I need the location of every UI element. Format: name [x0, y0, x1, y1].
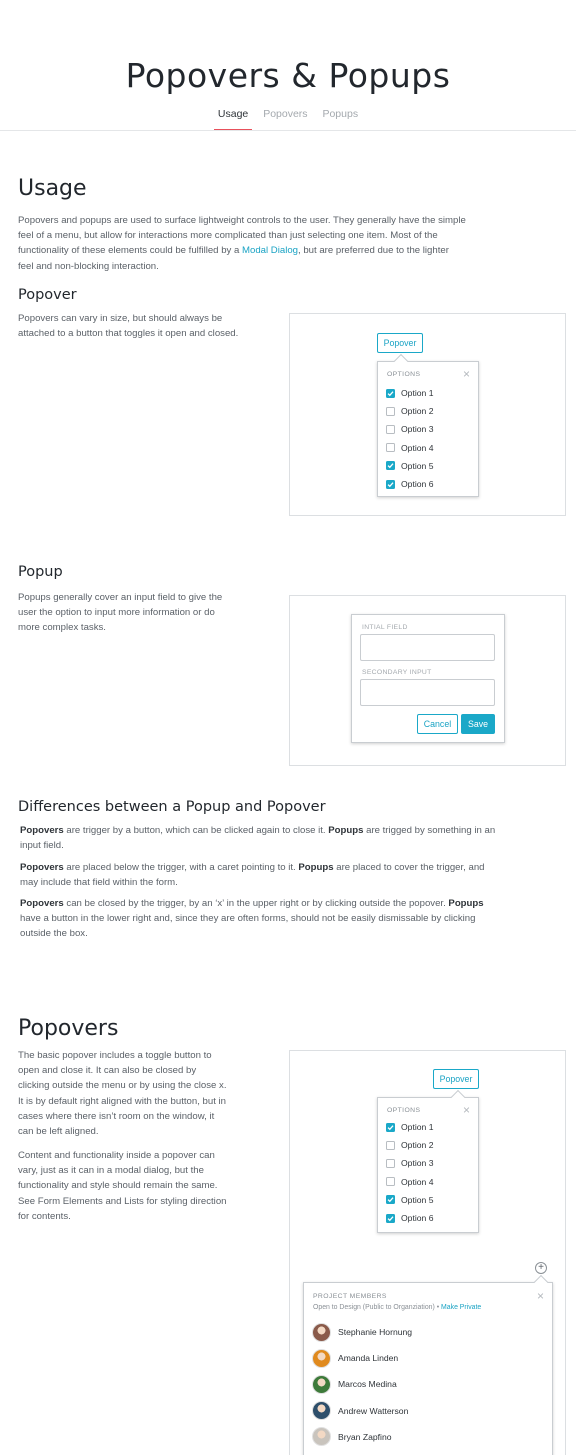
checkmark-icon: [387, 1215, 394, 1222]
option-label: Option 2: [401, 1140, 434, 1151]
modal-dialog-link[interactable]: Modal Dialog: [242, 245, 298, 257]
avatar: [312, 1323, 331, 1342]
option-row[interactable]: [386, 1211, 434, 1225]
option-row[interactable]: [386, 1138, 434, 1152]
member-row[interactable]: [312, 1322, 412, 1342]
popup-heading: Popup: [18, 564, 63, 580]
option-row[interactable]: [386, 422, 434, 436]
member-name: Andrew Watterson: [338, 1405, 409, 1416]
initial-field-input[interactable]: [360, 634, 495, 661]
checkmark-icon: [387, 390, 394, 397]
checkmark-icon: [387, 1196, 394, 1203]
project-members-popover: [303, 1282, 553, 1455]
options-popover: [377, 361, 479, 497]
tab-popups[interactable]: Popups: [322, 108, 359, 120]
options-header: OPTIONS: [387, 1107, 421, 1114]
tab-popovers[interactable]: Popovers: [263, 108, 308, 120]
checkbox-unchecked[interactable]: [386, 1177, 395, 1186]
usage-intro-text-1: Popovers and popups are used to surface lightweight controls to the user. They generally have the simple feel of a menu, but allow for interactions more complicated than just selecting one item. Most of the functionality of these elements could be fulfilled by a: [18, 215, 466, 257]
option-row[interactable]: [386, 1156, 434, 1170]
differences-heading: Differences between a Popup and Popover: [18, 799, 326, 815]
avatar: [312, 1375, 331, 1394]
bold-term: Popovers: [20, 898, 64, 909]
member-row[interactable]: [312, 1427, 392, 1447]
popover-caret: [394, 354, 408, 368]
add-member-button[interactable]: +: [535, 1262, 547, 1274]
options-popover: [377, 1097, 479, 1233]
close-icon[interactable]: ×: [536, 1289, 544, 1303]
options-header: OPTIONS: [387, 371, 421, 378]
close-icon[interactable]: ×: [462, 367, 470, 381]
option-label: Option 3: [401, 424, 434, 435]
option-label: Option 1: [401, 1122, 434, 1132]
checkmark-icon: [387, 1124, 394, 1131]
usage-heading: Usage: [18, 176, 87, 201]
avatar: [312, 1427, 331, 1446]
option-row[interactable]: [386, 477, 434, 491]
popover-demo-box: [289, 313, 566, 516]
option-row[interactable]: [386, 386, 434, 400]
popover-caret: [534, 1275, 548, 1289]
popover-caret: [451, 1090, 465, 1104]
differences-paragraph-1: [20, 823, 500, 853]
checkmark-icon: [387, 462, 394, 469]
bold-term: Popups: [448, 898, 484, 909]
bold-term: Popovers: [20, 825, 64, 836]
close-icon[interactable]: ×: [462, 1103, 470, 1117]
checkbox-unchecked[interactable]: [386, 407, 395, 416]
option-row[interactable]: [386, 1193, 434, 1207]
member-row[interactable]: [312, 1348, 398, 1368]
cancel-button[interactable]: Cancel: [417, 714, 458, 734]
option-label: Option 6: [401, 479, 434, 489]
tab-usage[interactable]: Usage: [218, 108, 248, 127]
initial-field-label: INTIAL FIELD: [362, 624, 408, 631]
popup-description: Popups generally cover an input field to give the user the option to input more information or do more complex tasks.: [18, 592, 223, 634]
tabs-divider: [0, 130, 576, 131]
avatar: [312, 1349, 331, 1368]
project-members-header: PROJECT MEMBERS: [313, 1293, 387, 1300]
popover-description: Popovers can vary in size, but should always be attached to a button that toggles it open and closed.: [18, 313, 239, 340]
diff-text: are placed below the trigger, with a caret pointing to it.: [63, 862, 299, 873]
bold-term: Popups: [328, 825, 364, 836]
popovers-demo-box: [289, 1050, 566, 1455]
member-name: Bryan Zapfino: [338, 1431, 392, 1442]
member-name: Amanda Linden: [338, 1353, 399, 1364]
tab-bar: [0, 108, 576, 132]
option-row[interactable]: [386, 1175, 434, 1189]
option-label: Option 4: [401, 1176, 434, 1187]
checkbox-unchecked[interactable]: [386, 1141, 395, 1150]
diff-text: can be closed by the trigger, by an ‘x’ in the upper right or by clicking outside the popover.: [63, 898, 449, 909]
option-row[interactable]: [386, 441, 434, 455]
diff-text: are trigger by a button, which can be clicked again to close it.: [63, 825, 329, 836]
secondary-input-label: SECONDARY INPUT: [362, 669, 432, 676]
secondary-input[interactable]: [360, 679, 495, 706]
member-name: Stephanie Hornung: [338, 1327, 413, 1337]
visibility-info: [313, 1304, 481, 1311]
checkmark-icon: [387, 481, 394, 488]
diff-text: are placed to cover the trigger, and may include that field within the form.: [20, 862, 485, 889]
save-button[interactable]: Save: [461, 714, 495, 734]
member-row[interactable]: [312, 1401, 408, 1421]
checkbox-unchecked[interactable]: [386, 425, 395, 434]
checkbox-checked[interactable]: [386, 480, 395, 489]
checkbox-checked[interactable]: [386, 389, 395, 398]
popover-toggle-button[interactable]: Popover: [433, 1069, 479, 1089]
checkbox-checked[interactable]: [386, 461, 395, 470]
option-label: Option 5: [401, 1194, 434, 1205]
popover-heading: Popover: [18, 287, 77, 303]
popup-form: [351, 614, 505, 743]
member-row[interactable]: [312, 1374, 397, 1394]
usage-intro: [18, 213, 466, 274]
option-label: Option 5: [401, 460, 434, 471]
differences-paragraph-3: [20, 896, 500, 942]
option-label: Option 3: [401, 1158, 434, 1169]
differences-paragraph-2: [20, 860, 500, 890]
popup-demo-box: [289, 595, 566, 766]
diff-text: have a button in the lower right and, since they are often forms, should not be easily dismissable by clicking outside the box.: [20, 913, 476, 940]
option-label: Option 4: [401, 442, 434, 453]
page-title: Popovers & Popups: [125, 56, 451, 95]
popover-toggle-button[interactable]: Popover: [377, 333, 423, 353]
option-row[interactable]: [386, 404, 434, 418]
popovers-paragraph-2: Content and functionality inside a popover can vary, just as it can in a modal dialog, but the functionality and style should remain the same. See Form Elements and Lists for styling direction for contents.: [18, 1150, 227, 1222]
option-label: Option 6: [401, 1213, 434, 1223]
option-row[interactable]: [386, 459, 434, 473]
popovers-heading: Popovers: [18, 1016, 119, 1041]
checkbox-checked[interactable]: [386, 1214, 395, 1223]
member-name: Marcos Medina: [338, 1379, 397, 1390]
avatar: [312, 1401, 331, 1420]
make-private-link[interactable]: Make Private: [441, 1304, 482, 1311]
checkbox-unchecked[interactable]: [386, 1159, 395, 1168]
option-label: Option 1: [401, 388, 434, 398]
option-row[interactable]: [386, 1120, 434, 1134]
checkbox-checked[interactable]: [386, 1123, 395, 1132]
visibility-text: Open to Design (Public to Organziation) •: [313, 1304, 442, 1311]
popovers-paragraph-1: The basic popover includes a toggle button to open and close it. It can also be closed by clicking outside the menu or by using the close x. It is by default right aligned with the button, but in cases where there isn’t room on the window, it can be left aligned.: [18, 1050, 227, 1138]
bold-term: Popovers: [20, 862, 64, 873]
diff-text: are trigged by something in an input field.: [20, 825, 496, 852]
checkbox-unchecked[interactable]: [386, 443, 395, 452]
bold-term: Popups: [298, 862, 334, 873]
checkbox-checked[interactable]: [386, 1195, 395, 1204]
usage-intro-text-2: , but are preferred due to the lighter feel and non-blocking interaction.: [18, 245, 449, 272]
option-label: Option 2: [401, 406, 434, 417]
